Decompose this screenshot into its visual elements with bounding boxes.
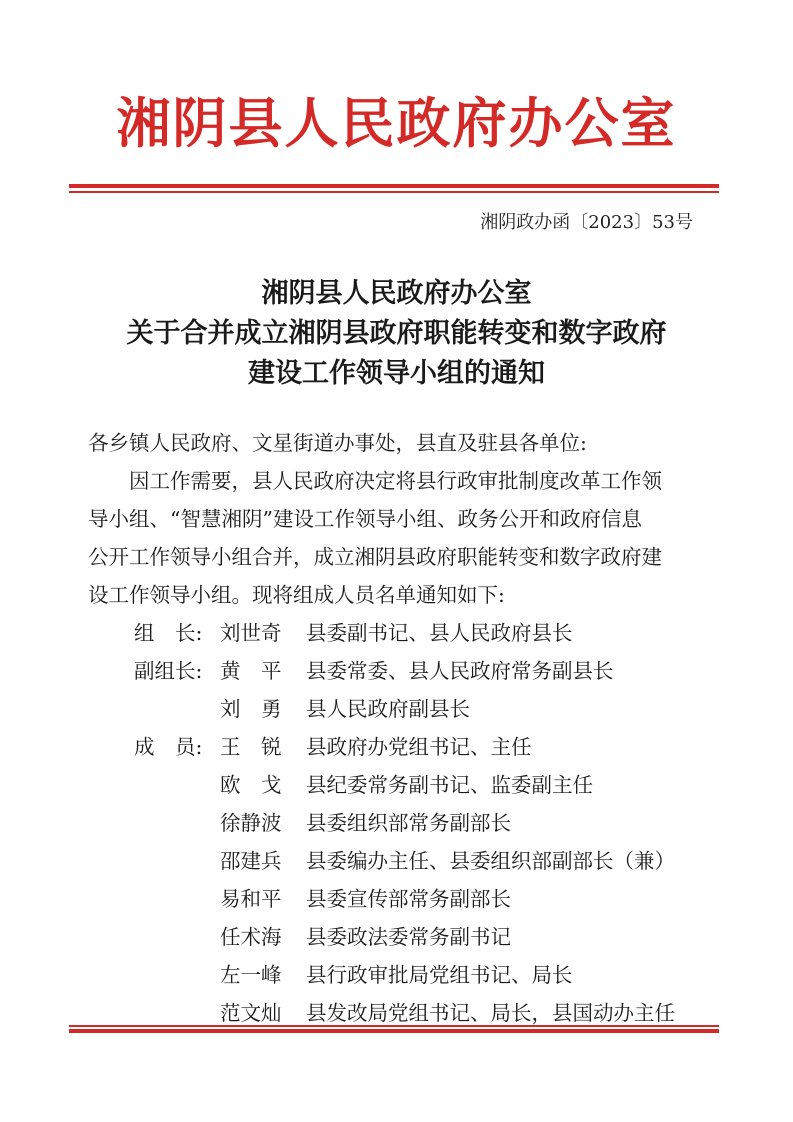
- member-name: 黄 平: [220, 659, 282, 683]
- member-role: 组 长:: [134, 621, 203, 645]
- member-row-leader: [0, 614, 793, 652]
- document-title-line-1: 湘阴县人民政府办公室: [261, 278, 532, 309]
- masthead-red-rule-thin: [69, 191, 719, 193]
- member-title: 县委编办主任、县委组织部副部长（兼）: [306, 849, 675, 873]
- member-name: 范文灿: [220, 1001, 282, 1025]
- member-title: 县政府办党组书记、主任: [306, 735, 532, 759]
- member-title: 县人民政府副县长: [306, 697, 470, 721]
- member-title: 县委组织部常务副部长: [306, 811, 511, 835]
- member-role: 成 员:: [134, 735, 203, 759]
- member-title: 县发改局党组书记、局长，县国动办主任: [306, 1001, 675, 1025]
- member-name: 王 锐: [220, 735, 282, 759]
- member-row-member-1: [0, 728, 793, 766]
- member-row-member-6: [0, 918, 793, 956]
- member-title: 县委副书记、县人民政府县长: [306, 621, 573, 645]
- member-role: 副组长:: [134, 659, 203, 683]
- member-title: 县纪委常务副书记、监委副主任: [306, 773, 593, 797]
- member-row-member-2: [0, 766, 793, 804]
- body-line-1: 因工作需要，县人民政府决定将县行政审批制度改革工作领: [88, 469, 662, 493]
- member-row-member-4: [0, 842, 793, 880]
- body-line-4: 设工作领导小组。现将组成人员名单通知如下:: [88, 583, 505, 607]
- body-line-3: 公开工作领导小组合并，成立湘阴县政府职能转变和数字政府建: [88, 545, 662, 569]
- body-line-2: 导小组、“智慧湘阴”建设工作领导小组、政务公开和政府信息: [88, 507, 642, 531]
- document-title-line-2: 关于合并成立湘阴县政府职能转变和数字政府: [126, 318, 667, 349]
- footer-red-rule-thick: [69, 1029, 719, 1033]
- salutation: 各乡镇人民政府、文星街道办事处，县直及驻县各单位:: [88, 431, 587, 455]
- member-name: 徐静波: [220, 811, 282, 835]
- footer-red-rule-thin: [69, 1025, 719, 1027]
- member-title: 县委常委、县人民政府常务副县长: [306, 659, 614, 683]
- document-title-line-3: 建设工作领导小组的通知: [248, 358, 545, 389]
- member-name: 邵建兵: [220, 849, 282, 873]
- member-row-member-7: [0, 956, 793, 994]
- member-title: 县委宣传部常务副部长: [306, 887, 511, 911]
- member-row-deputy-1: [0, 652, 793, 690]
- member-name: 刘世奇: [220, 621, 282, 645]
- member-row-deputy-2: [0, 690, 793, 728]
- document-number: 湘阴政办函〔2023〕53号: [480, 212, 693, 233]
- member-name: 欧 戈: [220, 773, 282, 797]
- member-row-member-5: [0, 880, 793, 918]
- member-name: 刘 勇: [220, 697, 282, 721]
- member-title: 县行政审批局党组书记、局长: [306, 963, 573, 987]
- member-name: 易和平: [220, 887, 282, 911]
- member-title: 县委政法委常务副书记: [306, 925, 511, 949]
- member-row-member-3: [0, 804, 793, 842]
- member-name: 任术海: [220, 925, 282, 949]
- agency-masthead: 湘阴县人民政府办公室: [116, 91, 677, 155]
- masthead-red-rule-thick: [69, 184, 719, 188]
- member-name: 左一峰: [220, 963, 282, 987]
